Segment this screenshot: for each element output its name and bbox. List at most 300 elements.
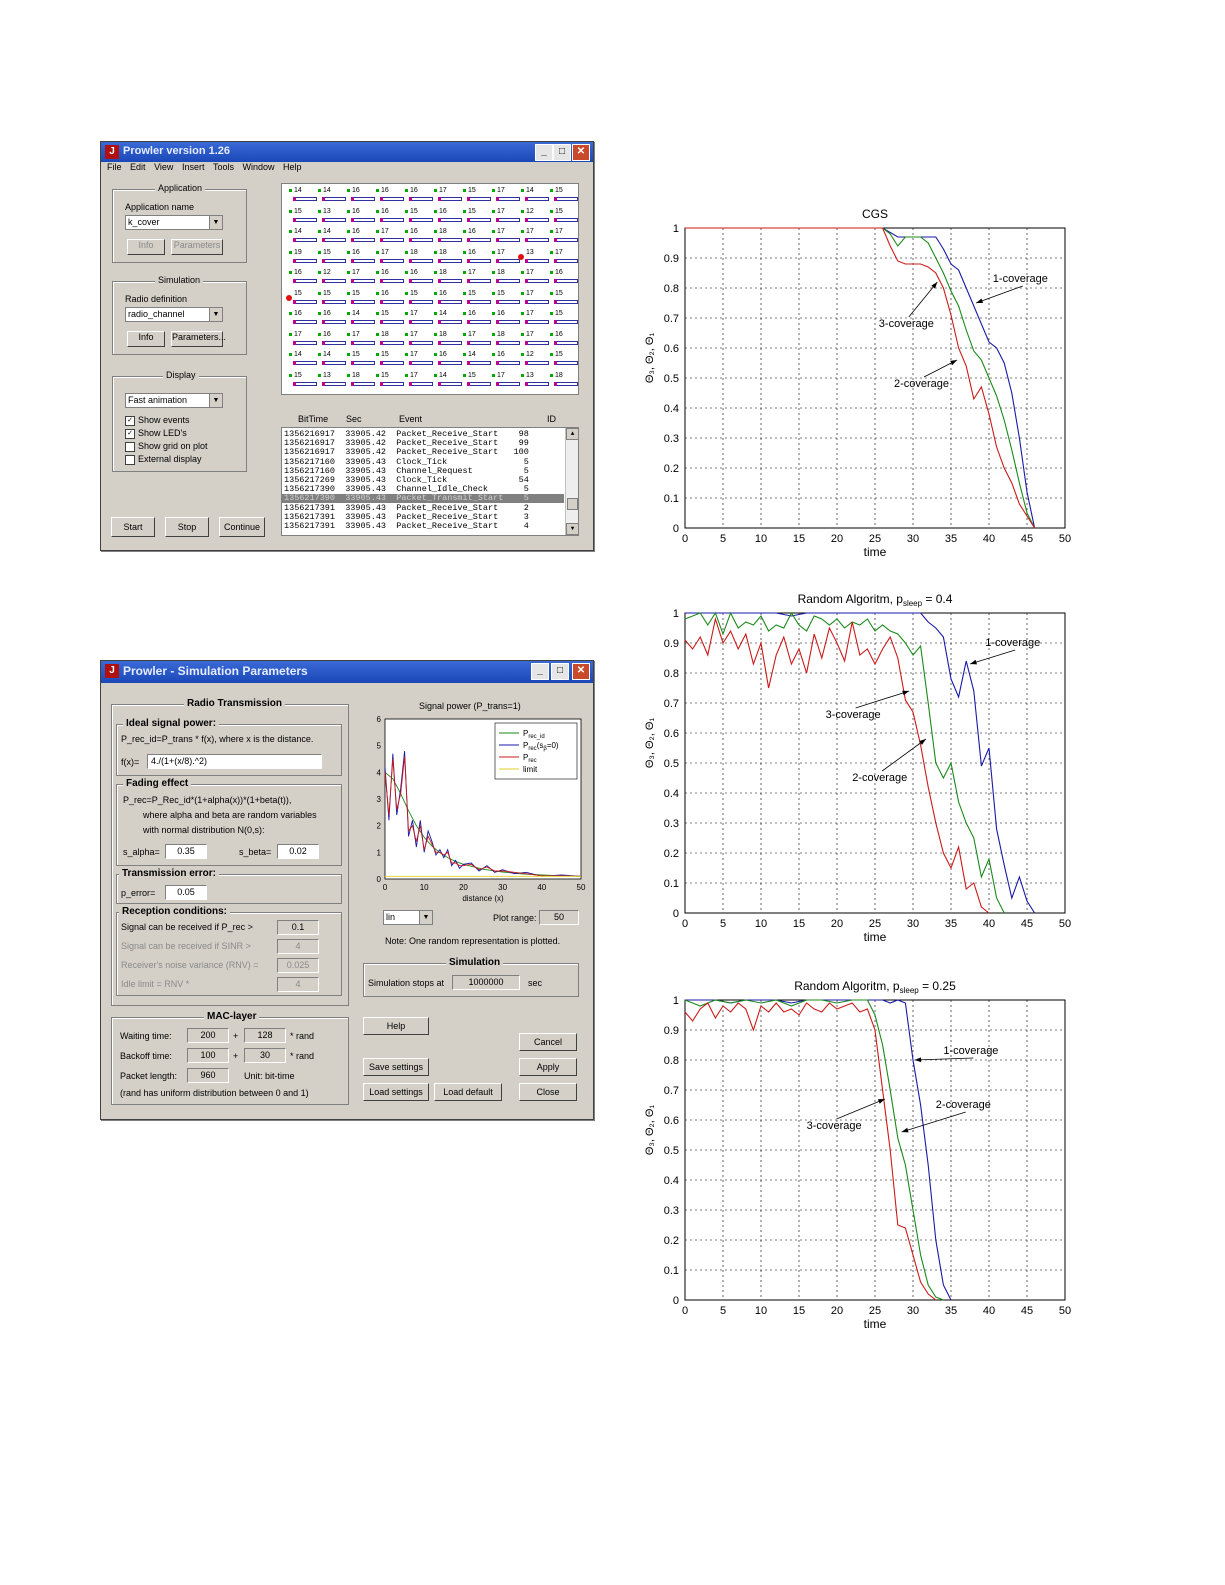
sensor-node[interactable] bbox=[551, 373, 581, 387]
y-tick-label: 5 bbox=[376, 741, 381, 751]
node-number: 13 bbox=[526, 248, 534, 256]
event-row[interactable]: 1356217160 33905.43 Clock_Tick 5 bbox=[284, 456, 529, 467]
status-led-icon bbox=[405, 251, 408, 254]
y-tick-label: 0.7 bbox=[663, 1085, 679, 1097]
event-row[interactable]: 1356216917 33905.42 Packet_Receive_Start 99 bbox=[284, 438, 529, 449]
sensor-node[interactable] bbox=[435, 291, 465, 305]
load-settings-button[interactable]: Load settings bbox=[363, 1083, 429, 1101]
node-number: 17 bbox=[468, 269, 476, 276]
x-tick-label: 5 bbox=[719, 533, 727, 545]
node-level-bar bbox=[322, 238, 346, 242]
node-number: 16 bbox=[497, 351, 505, 358]
save-settings-button[interactable]: Save settings bbox=[363, 1058, 429, 1076]
reception-value-2[interactable]: 4 bbox=[277, 939, 319, 954]
status-led-icon bbox=[289, 374, 292, 377]
sensor-node[interactable] bbox=[319, 188, 349, 202]
sensor-node[interactable] bbox=[319, 250, 349, 264]
sensor-node[interactable] bbox=[522, 352, 552, 366]
sensor-node[interactable] bbox=[464, 332, 494, 346]
node-led-icon bbox=[380, 361, 383, 365]
status-led-icon bbox=[550, 230, 553, 233]
sensor-node[interactable] bbox=[435, 352, 465, 366]
menu-file[interactable]: File bbox=[107, 162, 122, 172]
coverage-annotation: 1-coverage bbox=[985, 637, 1041, 649]
node-number: 17 bbox=[410, 371, 418, 379]
status-led-icon bbox=[434, 230, 437, 233]
status-led-icon bbox=[492, 251, 495, 254]
chevron-down-icon[interactable]: ▼ bbox=[209, 216, 222, 229]
sensor-node[interactable] bbox=[377, 291, 407, 305]
load-default-button[interactable]: Load default bbox=[434, 1083, 502, 1101]
sensor-node[interactable] bbox=[522, 291, 552, 305]
event-row[interactable]: 1356216917 33905.42 Packet_Receive_Start 98 bbox=[284, 429, 529, 439]
node-led-icon bbox=[438, 300, 441, 304]
sensor-node[interactable] bbox=[290, 311, 320, 325]
x-tick-label: 45 bbox=[1020, 918, 1034, 930]
node-led-icon bbox=[409, 320, 412, 324]
show-grid-checkbox[interactable] bbox=[125, 441, 208, 452]
backoff-time-base-input[interactable]: 100 bbox=[187, 1048, 229, 1063]
menu-tools[interactable]: Tools bbox=[212, 162, 234, 172]
node-led-icon bbox=[409, 361, 412, 365]
x-tick-label: 30 bbox=[498, 883, 508, 892]
status-led-icon bbox=[405, 210, 408, 213]
sensor-node[interactable] bbox=[406, 352, 436, 366]
sensor-node[interactable] bbox=[406, 250, 436, 264]
node-number: 17 bbox=[294, 330, 302, 338]
node-led-icon bbox=[409, 238, 412, 242]
sensor-node[interactable] bbox=[290, 229, 320, 243]
sensor-node[interactable] bbox=[377, 311, 407, 325]
chevron-down-icon[interactable]: ▼ bbox=[419, 911, 432, 924]
application-group-label: Application bbox=[155, 183, 205, 193]
sensor-node[interactable] bbox=[522, 332, 552, 346]
sensor-node[interactable] bbox=[377, 332, 407, 346]
sensor-node[interactable] bbox=[493, 311, 523, 325]
continue-button[interactable]: Continue bbox=[219, 517, 265, 537]
y-tick-label: 0.6 bbox=[663, 343, 679, 355]
sensor-node[interactable] bbox=[377, 209, 407, 223]
external-display-checkbox[interactable] bbox=[125, 454, 202, 465]
title-bar[interactable] bbox=[101, 661, 593, 683]
reception-value-4[interactable]: 4 bbox=[277, 977, 319, 992]
application-name-select[interactable] bbox=[125, 215, 223, 230]
node-led-icon bbox=[496, 197, 499, 201]
sensor-node[interactable] bbox=[435, 250, 465, 264]
sensor-node[interactable] bbox=[348, 209, 378, 223]
sensor-node[interactable] bbox=[551, 188, 581, 202]
node-led-icon bbox=[467, 218, 470, 222]
y-axis-label: Θ₃, Θ₂, Θ₁ bbox=[644, 717, 656, 769]
sensor-node[interactable] bbox=[406, 229, 436, 243]
start-button[interactable]: Start bbox=[111, 517, 155, 537]
node-number: 15 bbox=[497, 289, 505, 297]
sensor-node[interactable] bbox=[551, 209, 581, 223]
sensor-node[interactable] bbox=[406, 332, 436, 346]
sensor-node[interactable] bbox=[319, 291, 349, 305]
sensor-node[interactable] bbox=[522, 311, 552, 325]
sensor-node[interactable] bbox=[319, 209, 349, 223]
node-number: 14 bbox=[294, 351, 302, 358]
maximize-icon[interactable]: □ bbox=[551, 663, 569, 680]
sensor-node[interactable] bbox=[551, 352, 581, 366]
sensor-node[interactable] bbox=[435, 209, 465, 223]
simulation-stops-input[interactable]: 1000000 bbox=[452, 975, 520, 990]
s-alpha-input[interactable]: 0.35 bbox=[165, 844, 207, 859]
event-header-id: ID bbox=[547, 414, 556, 424]
sensor-node[interactable] bbox=[377, 270, 407, 284]
application-parameters-button[interactable]: Parameters bbox=[171, 239, 223, 255]
status-led-icon bbox=[318, 271, 321, 274]
sensor-node[interactable] bbox=[406, 188, 436, 202]
node-number: 18 bbox=[555, 371, 563, 379]
status-led-icon bbox=[376, 312, 379, 315]
y-tick-label: 0.3 bbox=[663, 818, 679, 830]
maximize-icon[interactable]: □ bbox=[553, 144, 571, 161]
node-led-icon bbox=[322, 320, 325, 324]
help-button[interactable]: Help bbox=[363, 1017, 429, 1035]
sensor-node[interactable] bbox=[493, 229, 523, 243]
node-led-icon bbox=[438, 218, 441, 222]
node-level-bar bbox=[525, 341, 549, 345]
x-tick-label: 40 bbox=[537, 883, 547, 892]
status-led-icon bbox=[463, 353, 466, 356]
node-led-icon bbox=[438, 238, 441, 242]
application-info-button[interactable]: Info bbox=[127, 239, 165, 255]
sensor-node[interactable] bbox=[348, 188, 378, 202]
x-tick-label: 25 bbox=[868, 533, 882, 545]
radio-definition-value: radio_channel bbox=[128, 309, 185, 319]
event-row[interactable]: 1356217390 33905.43 Packet_Transmit_Start 5 bbox=[282, 494, 564, 503]
sensor-node[interactable] bbox=[464, 229, 494, 243]
node-level-bar bbox=[438, 382, 462, 386]
coverage-annotation: 1-coverage bbox=[943, 1045, 999, 1057]
x-tick-label: 35 bbox=[944, 533, 958, 545]
menu-view[interactable]: View bbox=[154, 162, 174, 172]
sensor-node[interactable] bbox=[348, 229, 378, 243]
display-mode-select[interactable] bbox=[125, 393, 223, 408]
sensor-node[interactable] bbox=[493, 209, 523, 223]
sensor-node[interactable] bbox=[348, 291, 378, 305]
sensor-node[interactable] bbox=[290, 373, 320, 387]
sensor-node[interactable] bbox=[406, 311, 436, 325]
waiting-rand-label: * rand bbox=[290, 1031, 315, 1041]
stop-button[interactable]: Stop bbox=[165, 517, 209, 537]
sensor-node[interactable] bbox=[435, 188, 465, 202]
status-led-icon bbox=[347, 251, 350, 254]
sensor-node[interactable] bbox=[290, 352, 320, 366]
sensor-node[interactable] bbox=[464, 352, 494, 366]
event-list[interactable] bbox=[281, 427, 579, 536]
node-level-bar bbox=[438, 238, 462, 242]
node-level-bar bbox=[351, 320, 375, 324]
sensor-node[interactable] bbox=[464, 311, 494, 325]
sensor-node[interactable] bbox=[493, 352, 523, 366]
node-led-icon bbox=[322, 218, 325, 222]
sensor-node[interactable] bbox=[464, 270, 494, 284]
sensor-node[interactable] bbox=[551, 250, 581, 264]
minimize-icon[interactable]: _ bbox=[535, 144, 553, 161]
sensor-node[interactable] bbox=[464, 373, 494, 387]
random-025-coverage-chart bbox=[630, 972, 1090, 1342]
status-led-icon bbox=[521, 210, 524, 213]
node-level-bar bbox=[438, 259, 462, 263]
node-led-icon bbox=[351, 361, 354, 365]
simulation-stops-unit: sec bbox=[528, 978, 543, 988]
node-led-icon bbox=[467, 238, 470, 242]
menu-window[interactable]: Window bbox=[242, 162, 275, 172]
node-number: 16 bbox=[294, 310, 302, 317]
status-led-icon bbox=[376, 292, 379, 295]
sensor-node[interactable] bbox=[319, 311, 349, 325]
node-level-bar bbox=[409, 238, 433, 242]
node-level-bar bbox=[554, 238, 578, 242]
sensor-node[interactable] bbox=[522, 270, 552, 284]
event-row[interactable]: 1356217269 33905.43 Clock_Tick 54 bbox=[284, 475, 529, 485]
node-led-icon bbox=[467, 320, 470, 324]
waiting-time-rand-input[interactable]: 128 bbox=[244, 1028, 286, 1043]
node-level-bar bbox=[496, 197, 520, 201]
sensor-node[interactable] bbox=[319, 373, 349, 387]
sensor-node[interactable] bbox=[493, 373, 523, 387]
sensor-node[interactable] bbox=[348, 373, 378, 387]
x-tick-label: 20 bbox=[830, 1305, 844, 1317]
sensor-node[interactable] bbox=[551, 229, 581, 243]
x-tick-label: 0 bbox=[681, 918, 689, 930]
status-led-icon bbox=[550, 374, 553, 377]
close-button[interactable]: Close bbox=[519, 1083, 577, 1101]
node-level-bar bbox=[409, 341, 433, 345]
sensor-node[interactable] bbox=[522, 373, 552, 387]
sensor-node[interactable] bbox=[377, 188, 407, 202]
simulation-stops-label: Simulation stops at bbox=[368, 978, 445, 988]
node-level-bar bbox=[496, 320, 520, 324]
sensor-node[interactable] bbox=[464, 291, 494, 305]
status-led-icon bbox=[289, 271, 292, 274]
sensor-node[interactable] bbox=[522, 229, 552, 243]
node-number: 16 bbox=[381, 289, 389, 297]
sensor-node[interactable] bbox=[348, 332, 378, 346]
status-led-icon bbox=[376, 230, 379, 233]
sensor-node[interactable] bbox=[348, 250, 378, 264]
status-led-icon bbox=[434, 374, 437, 377]
sensor-node[interactable] bbox=[493, 188, 523, 202]
event-row[interactable]: 1356217391 33905.43 Packet_Receive_Start 2 bbox=[284, 502, 529, 513]
sensor-node[interactable] bbox=[435, 270, 465, 284]
status-led-icon bbox=[347, 189, 350, 192]
sensor-node[interactable] bbox=[522, 188, 552, 202]
sensor-node[interactable] bbox=[522, 209, 552, 223]
simulation-parameters-button[interactable]: Parameters... bbox=[171, 331, 223, 347]
sensor-node[interactable] bbox=[464, 250, 494, 264]
event-row[interactable]: 1356217391 33905.43 Packet_Receive_Start 3 bbox=[284, 511, 529, 522]
sensor-node[interactable] bbox=[406, 373, 436, 387]
sensor-node[interactable] bbox=[290, 250, 320, 264]
sensor-node[interactable] bbox=[435, 373, 465, 387]
cancel-button[interactable]: Cancel bbox=[519, 1033, 577, 1051]
sensor-node[interactable] bbox=[493, 291, 523, 305]
x-axis-label: time bbox=[863, 930, 887, 944]
node-grid[interactable] bbox=[281, 183, 579, 395]
node-level-bar bbox=[351, 300, 375, 304]
sensor-node[interactable] bbox=[551, 270, 581, 284]
sensor-node[interactable] bbox=[319, 332, 349, 346]
reception-value-1[interactable]: 0.1 bbox=[277, 920, 319, 935]
node-number: 19 bbox=[294, 248, 302, 256]
fx-input[interactable]: 4./(1+(x/8).^2) bbox=[147, 754, 322, 769]
sensor-node[interactable] bbox=[435, 332, 465, 346]
y-tick-label: 0.5 bbox=[663, 1145, 679, 1157]
status-led-icon bbox=[492, 271, 495, 274]
node-number: 17 bbox=[526, 330, 534, 338]
y-tick-label: 4 bbox=[376, 768, 381, 778]
show-leds-checkbox[interactable] bbox=[125, 428, 187, 439]
y-tick-label: 0.3 bbox=[663, 433, 679, 445]
sensor-node[interactable] bbox=[377, 373, 407, 387]
rand-note: (rand has uniform distribution between 0 and 1) bbox=[120, 1088, 309, 1098]
node-level-bar bbox=[322, 300, 346, 304]
node-number: 16 bbox=[468, 248, 476, 256]
status-led-icon bbox=[289, 230, 292, 233]
sensor-node[interactable] bbox=[522, 250, 552, 264]
title-bar[interactable] bbox=[101, 142, 593, 162]
s-beta-input[interactable]: 0.02 bbox=[277, 844, 319, 859]
sensor-node[interactable] bbox=[348, 352, 378, 366]
sensor-node[interactable] bbox=[551, 311, 581, 325]
status-led-icon bbox=[347, 374, 350, 377]
chevron-down-icon[interactable]: ▼ bbox=[209, 308, 222, 321]
apply-button[interactable]: Apply bbox=[519, 1058, 577, 1076]
event-row[interactable]: 1356217160 33905.43 Channel_Request 5 bbox=[284, 465, 529, 476]
sensor-node[interactable] bbox=[377, 229, 407, 243]
node-led-icon bbox=[525, 382, 528, 386]
node-level-bar bbox=[554, 218, 578, 222]
node-level-bar bbox=[438, 197, 462, 201]
plot-range-input[interactable]: 50 bbox=[539, 910, 579, 925]
event-row[interactable]: 1356217391 33905.43 Packet_Receive_Start 4 bbox=[284, 521, 529, 531]
sensor-node[interactable] bbox=[319, 229, 349, 243]
reception-value-3[interactable]: 0.025 bbox=[277, 958, 319, 973]
status-led-icon bbox=[463, 189, 466, 192]
ideal-signal-group bbox=[116, 718, 342, 776]
node-led-icon bbox=[351, 279, 354, 283]
mac-layer-group bbox=[111, 1011, 349, 1105]
sensor-node[interactable] bbox=[406, 291, 436, 305]
x-tick-label: 10 bbox=[754, 533, 768, 545]
status-led-icon bbox=[521, 189, 524, 192]
chart-title: CGS bbox=[861, 207, 889, 221]
simulation-info-button[interactable]: Info bbox=[127, 331, 165, 347]
node-level-bar bbox=[525, 300, 549, 304]
sensor-node[interactable] bbox=[377, 352, 407, 366]
node-number: 16 bbox=[323, 310, 331, 317]
y-tick-label: 0.6 bbox=[663, 1115, 679, 1127]
node-number: 16 bbox=[352, 207, 360, 215]
signal-power-chart[interactable] bbox=[363, 713, 591, 911]
scroll-up-icon[interactable]: ▲ bbox=[566, 428, 579, 440]
sensor-node[interactable] bbox=[290, 291, 320, 305]
event-list-scrollbar[interactable] bbox=[565, 428, 578, 535]
node-led-icon bbox=[467, 361, 470, 365]
node-level-bar bbox=[351, 238, 375, 242]
sensor-node[interactable] bbox=[290, 270, 320, 284]
node-level-bar bbox=[438, 320, 462, 324]
node-led-icon bbox=[409, 382, 412, 386]
waiting-time-base-input[interactable]: 200 bbox=[187, 1028, 229, 1043]
event-row[interactable]: 1356217390 33905.43 Channel_Idle_Check 5 bbox=[284, 484, 529, 495]
sensor-node[interactable] bbox=[435, 311, 465, 325]
sensor-node[interactable] bbox=[406, 209, 436, 223]
radio-definition-select[interactable] bbox=[125, 307, 223, 322]
status-led-icon bbox=[376, 210, 379, 213]
chart-title: Random Algoritm, $p_{sleep} = 0.25$ bbox=[794, 979, 956, 995]
node-led-icon bbox=[554, 197, 557, 201]
sensor-node[interactable] bbox=[290, 188, 320, 202]
x-tick-label: 20 bbox=[830, 918, 844, 930]
event-row[interactable]: 1356216917 33905.42 Packet_Receive_Start 100 bbox=[284, 447, 529, 458]
menu-insert[interactable]: Insert bbox=[181, 162, 205, 172]
sensor-node[interactable] bbox=[290, 332, 320, 346]
chart-title: Random Algoritm, $p_{sleep} = 0.4$ bbox=[797, 592, 953, 608]
sensor-node[interactable] bbox=[406, 270, 436, 284]
sensor-node[interactable] bbox=[348, 311, 378, 325]
scroll-down-icon[interactable]: ▼ bbox=[566, 523, 579, 535]
y-tick-label: 0.5 bbox=[663, 373, 679, 385]
close-icon[interactable]: ✕ bbox=[572, 663, 590, 680]
unchecked-box-icon bbox=[125, 442, 135, 452]
node-number: 15 bbox=[468, 371, 476, 379]
coverage-annotation: 2-coverage bbox=[894, 378, 950, 390]
node-led-icon bbox=[380, 300, 383, 304]
menu-edit[interactable]: Edit bbox=[130, 162, 146, 172]
node-led-icon bbox=[496, 238, 499, 242]
packet-length-unit: Unit: bit-time bbox=[244, 1071, 295, 1081]
packet-length-input[interactable]: 960 bbox=[187, 1068, 229, 1083]
p-error-input[interactable]: 0.05 bbox=[165, 885, 207, 900]
sensor-node[interactable] bbox=[464, 209, 494, 223]
application-name-label: Application name bbox=[125, 202, 195, 212]
fading-line-1: P_rec=P_Rec_id*(1+alpha(x))*(1+beta(t)), bbox=[123, 795, 292, 805]
menu-help[interactable]: Help bbox=[283, 162, 302, 172]
matlab-logo-icon: J bbox=[105, 145, 119, 159]
sensor-node[interactable] bbox=[464, 188, 494, 202]
sensor-node[interactable] bbox=[551, 291, 581, 305]
y-tick-label: 0.4 bbox=[663, 403, 679, 415]
sensor-node[interactable] bbox=[493, 270, 523, 284]
scale-select[interactable] bbox=[383, 910, 433, 925]
sensor-node[interactable] bbox=[319, 270, 349, 284]
sensor-node[interactable] bbox=[377, 250, 407, 264]
sensor-node[interactable] bbox=[435, 229, 465, 243]
sensor-node[interactable] bbox=[290, 209, 320, 223]
node-level-bar bbox=[467, 259, 491, 263]
node-led-icon bbox=[351, 238, 354, 242]
close-icon[interactable]: ✕ bbox=[572, 144, 590, 161]
chevron-down-icon[interactable]: ▼ bbox=[209, 394, 222, 407]
reception-rule-2: Signal can be received if SINR > bbox=[121, 941, 251, 951]
show-events-checkbox[interactable] bbox=[125, 415, 190, 426]
node-level-bar bbox=[496, 259, 520, 263]
sensor-node[interactable] bbox=[551, 332, 581, 346]
sensor-node[interactable] bbox=[348, 270, 378, 284]
scroll-thumb[interactable] bbox=[567, 498, 578, 510]
node-led-icon bbox=[322, 382, 325, 386]
backoff-time-rand-input[interactable]: 30 bbox=[244, 1048, 286, 1063]
sensor-node[interactable] bbox=[319, 352, 349, 366]
node-level-bar bbox=[496, 361, 520, 365]
minimize-icon[interactable]: _ bbox=[531, 663, 549, 680]
sensor-node[interactable] bbox=[493, 332, 523, 346]
